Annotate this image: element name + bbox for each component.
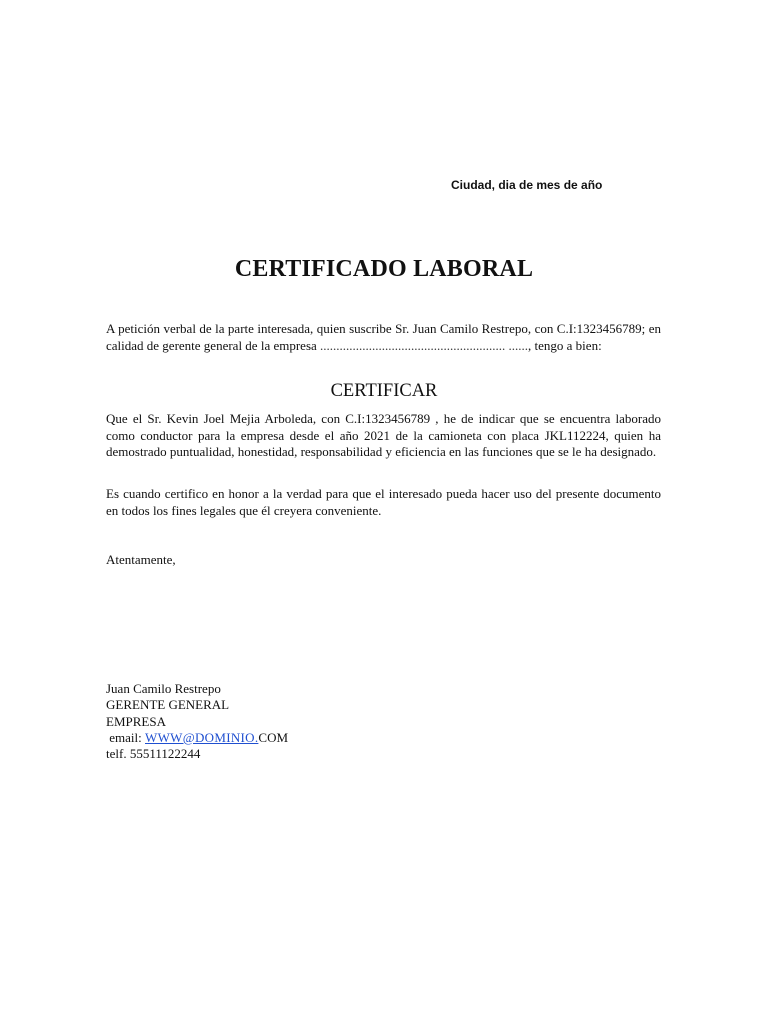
intro-text: A petición verbal de la parte interesada, quien suscribe Sr. Juan Camilo Restrepo, con C.I:1323456789; en calidad de gerente general de la empresa xyxy=(106,321,661,353)
certification-paragraph: Que el Sr. Kevin Joel Mejia Arboleda, con C.I:1323456789 , he de indicar que se encuentra laborado como conductor para la empresa desde el año 2021 de la camioneta con placa JKL112224, quien ha demostrado puntualidad, honestidad, responsabilidad y eficiencia en las funciones que se le ha designado. xyxy=(106,411,661,459)
email-suffix: COM xyxy=(258,729,289,745)
certify-heading: CERTIFICAR xyxy=(330,381,438,401)
signer-position: GERENTE GENERAL xyxy=(106,697,230,713)
honor-paragraph: Es cuando certifico en honor a la verdad para que el interesado pueda hacer uso del presente documento en todos los fines legales que él creyera conveniente. xyxy=(106,486,661,518)
document-title: CERTIFICADO LABORAL xyxy=(234,256,534,282)
date-line: Ciudad, dia de mes de año xyxy=(451,178,603,192)
phone-line: telf. 55511122244 xyxy=(106,746,201,762)
email-link[interactable]: WWW@DOMINIO. xyxy=(145,729,259,745)
closing-salutation: Atentamente, xyxy=(106,552,176,567)
intro-tail: , tengo a bien: xyxy=(528,337,602,353)
signature-block xyxy=(106,681,288,762)
intro-paragraph xyxy=(106,321,661,354)
email-line xyxy=(106,730,288,746)
signer-company: EMPRESA xyxy=(106,713,166,729)
signer-name: Juan Camilo Restrepo xyxy=(106,681,221,696)
blank-dots: ......................................................... ...... xyxy=(316,337,529,353)
email-label: email: xyxy=(106,729,145,745)
